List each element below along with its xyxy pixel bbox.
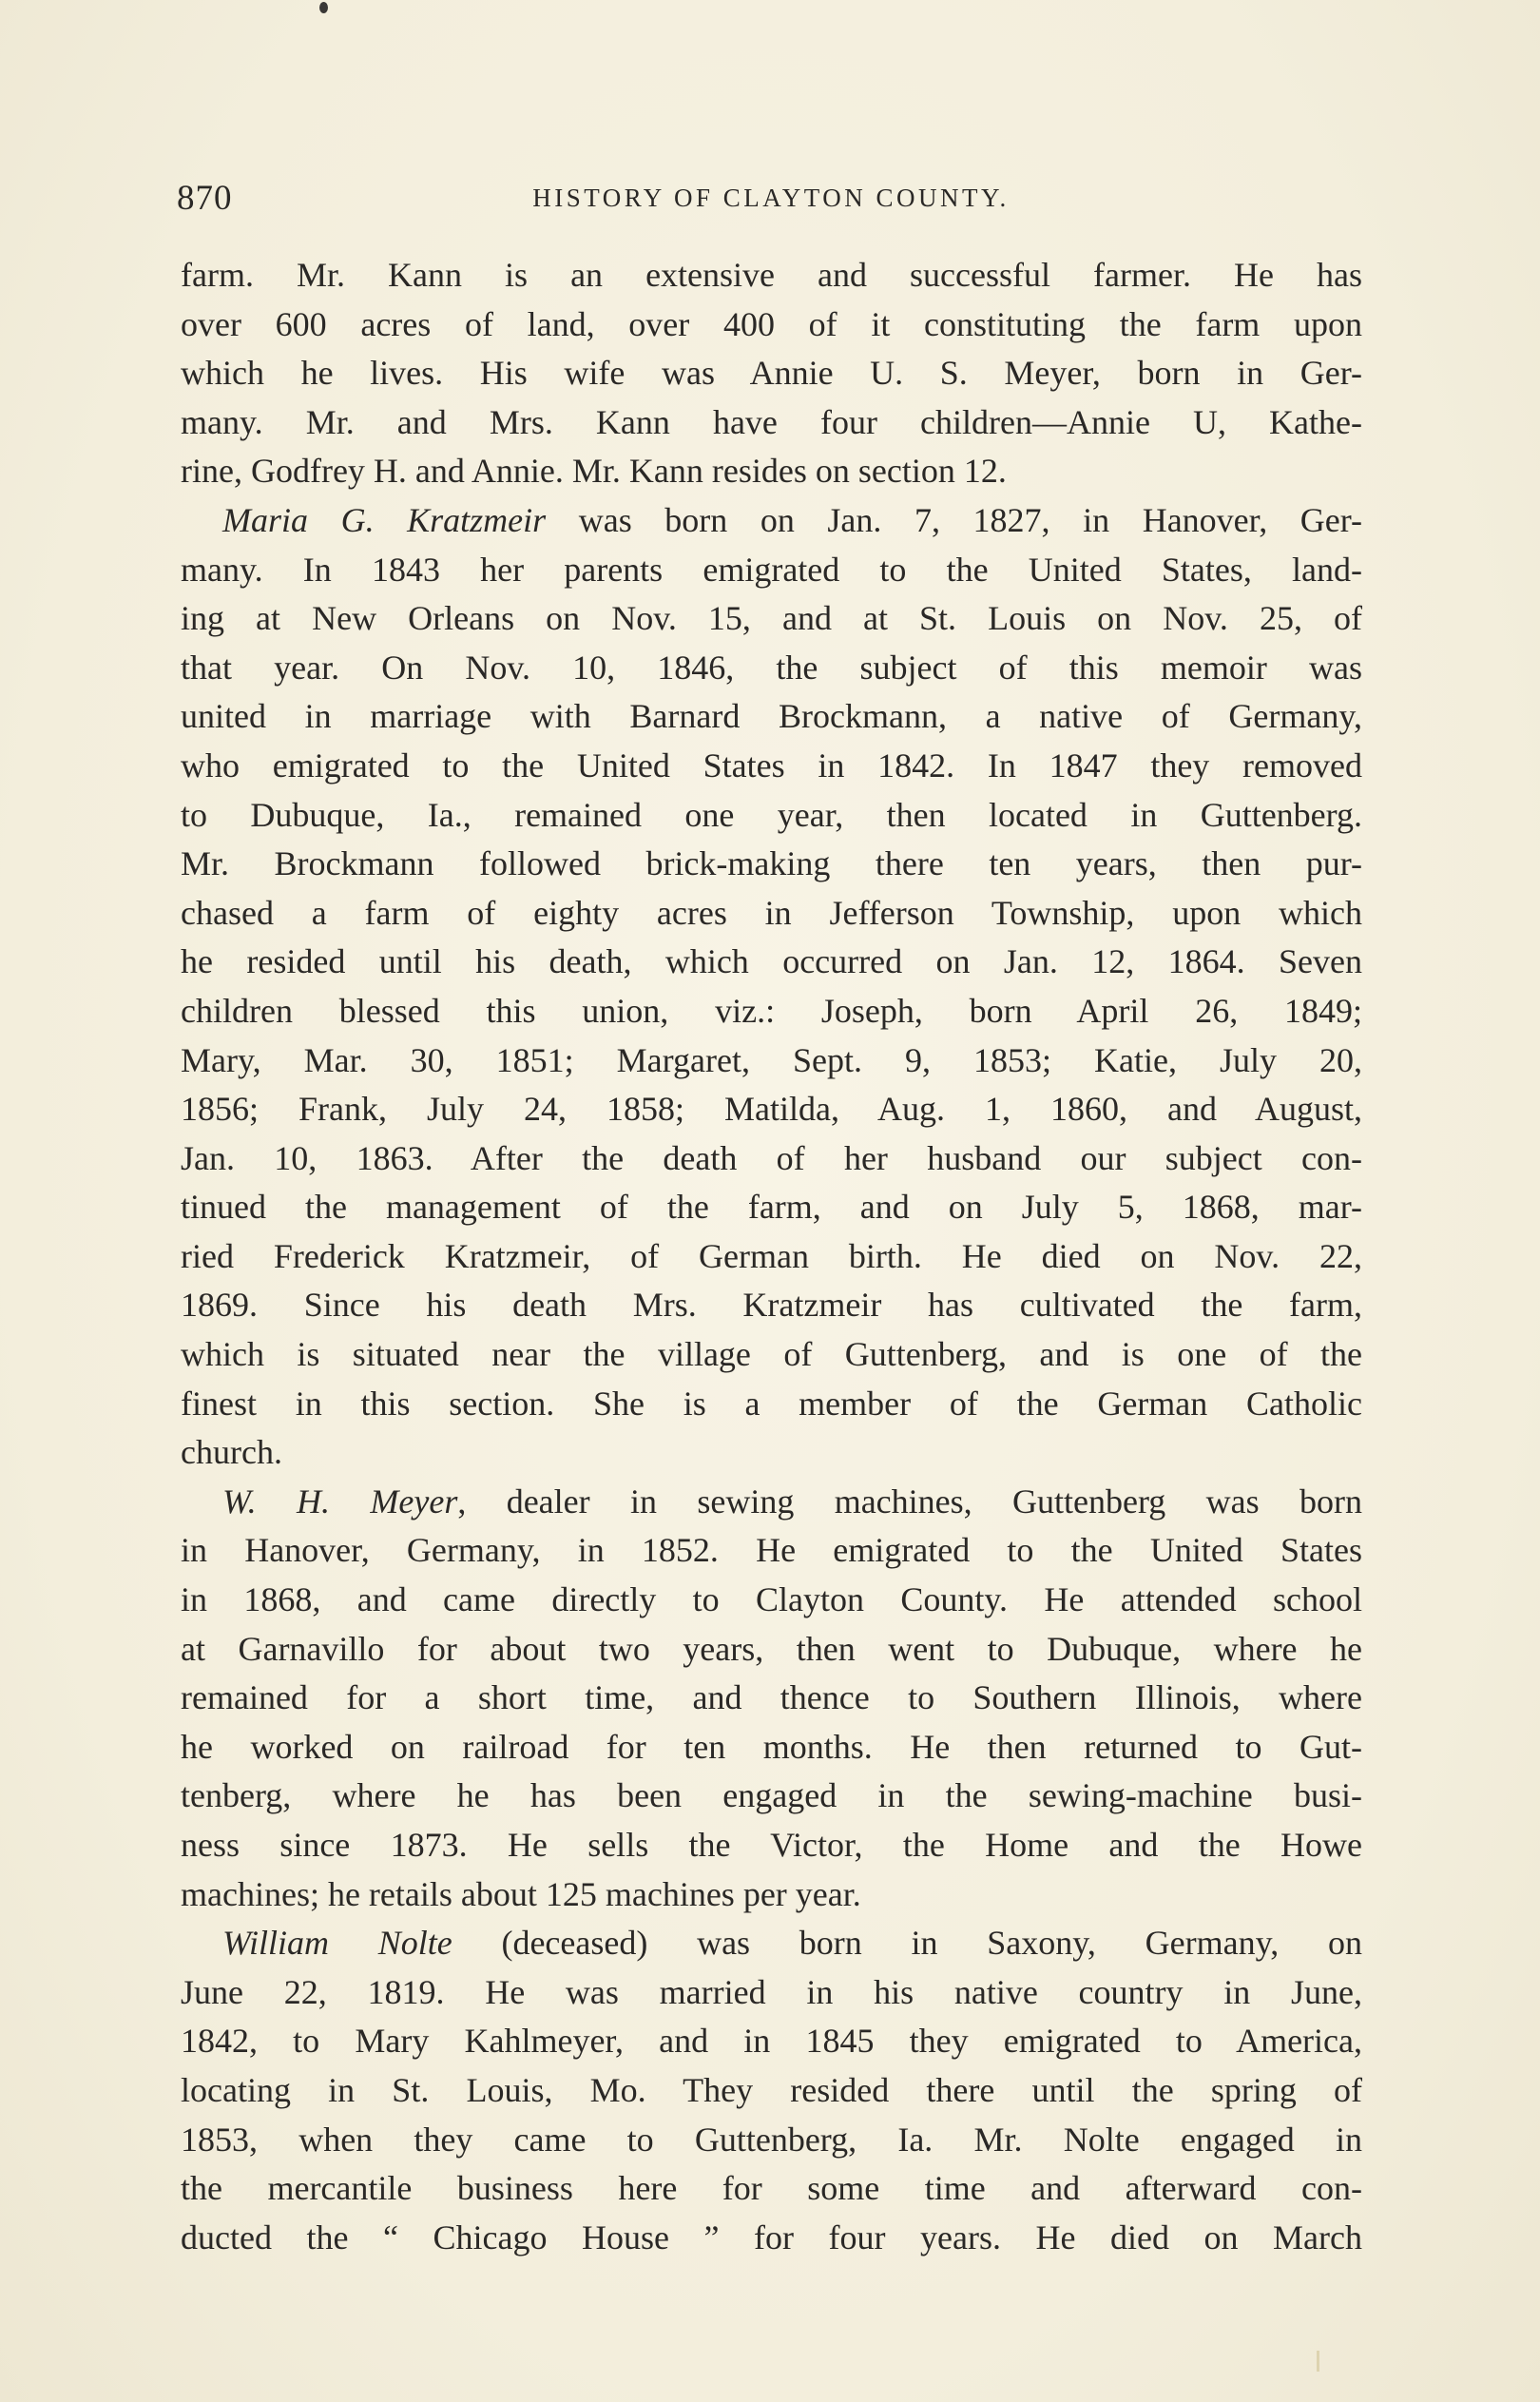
text-line: [181, 1428, 1362, 1478]
text-line: [181, 1870, 1362, 1920]
line-text: 1869. Since his death Mrs. Kratzmeir has cultivated the farm,: [181, 1286, 1362, 1325]
text-line: [181, 300, 1362, 350]
line-text: rine, Godfrey H. and Annie. Mr. Kann resides on section 12.: [181, 452, 1007, 491]
text-line: [181, 1183, 1362, 1232]
text-line: [181, 1380, 1362, 1429]
line-text: he resided until his death, which occurred on Jan. 12, 1864. Seven: [181, 942, 1362, 981]
text-line: [181, 594, 1362, 644]
line-text: in Hanover, Germany, in 1852. He emigrated to the United States: [181, 1531, 1362, 1570]
ink-speck: [319, 2, 328, 13]
line-text: ducted the “ Chicago House ” for four years. He died on March: [181, 2218, 1362, 2257]
line-text: chased a farm of eighty acres in Jefferson Township, upon which: [181, 893, 1362, 932]
text-line: [181, 1232, 1362, 1282]
line-text: machines; he retails about 125 machines per year.: [181, 1874, 861, 1913]
line-text: ing at New Orleans on Nov. 15, and at St. Louis on Nov. 25, of: [181, 599, 1362, 638]
line-text: , dealer in sewing machines, Guttenberg was born: [457, 1482, 1362, 1521]
subject-name: William Nolte: [222, 1924, 452, 1963]
line-text: over 600 acres of land, over 400 of it constituting the farm upon: [181, 304, 1362, 343]
text-line: [181, 840, 1362, 889]
subject-name: Maria G. Kratzmeir: [222, 500, 547, 539]
line-text: many. In 1843 her parents emigrated to the United States, land-: [181, 550, 1362, 589]
line-text: tenberg, where he has been engaged in the sewing-machine busi-: [181, 1776, 1362, 1815]
text-line: [181, 1772, 1362, 1821]
text-line: [181, 2017, 1362, 2066]
text-line: [181, 1281, 1362, 1330]
text-line: [181, 349, 1362, 398]
text-line: [181, 398, 1362, 448]
text-line: [181, 2214, 1362, 2263]
line-text: 1842, to Mary Kahlmeyer, and in 1845 they emigrated to America,: [181, 2022, 1362, 2061]
line-text: which he lives. His wife was Annie U. S. Meyer, born in Ger-: [181, 354, 1362, 393]
paragraph-first-line: [181, 1919, 1362, 1968]
line-text: Jan. 10, 1863. After the death of her husband our subject con-: [181, 1138, 1362, 1177]
line-text: 1856; Frank, July 24, 1858; Matilda, Aug. 1, 1860, and August,: [181, 1090, 1362, 1129]
running-title: HISTORY OF CLAYTON COUNTY.: [532, 184, 1010, 212]
line-text: finest in this section. She is a member of the German Catholic: [181, 1384, 1362, 1423]
text-line: [181, 742, 1362, 791]
text-line: [181, 692, 1362, 742]
text-line: [181, 644, 1362, 693]
text-line: [181, 1526, 1362, 1576]
line-text: who emigrated to the United States in 1842. In 1847 they removed: [181, 746, 1362, 785]
line-text: ness since 1873. He sells the Victor, the Home and the Howe: [181, 1826, 1362, 1864]
text-line: [181, 1723, 1362, 1772]
text-line: [181, 251, 1362, 300]
text-line: [181, 2066, 1362, 2116]
line-text: (deceased) was born in Saxony, Germany, on: [452, 1924, 1362, 1963]
line-text: children blessed this union, viz.: Joseph, born April 26, 1849;: [181, 991, 1362, 1030]
paragraph-first-line: [181, 1478, 1362, 1527]
line-text: united in marriage with Barnard Brockmann, a native of Germany,: [181, 697, 1362, 736]
text-line: [181, 2164, 1362, 2214]
text-line: [181, 447, 1362, 496]
text-line: [181, 791, 1362, 841]
line-text: to Dubuque, Ia., remained one year, then located in Guttenberg.: [181, 795, 1362, 834]
text-line: [181, 1576, 1362, 1625]
text-line: [181, 1330, 1362, 1380]
line-text: that year. On Nov. 10, 1846, the subject of this memoir was: [181, 648, 1362, 687]
line-text: ried Frederick Kratzmeir, of German birth. He died on Nov. 22,: [181, 1236, 1362, 1275]
line-text: in 1868, and came directly to Clayton County. He attended school: [181, 1580, 1362, 1619]
text-line: [181, 1674, 1362, 1723]
text-line: [181, 2116, 1362, 2165]
page-header: [177, 178, 1365, 216]
line-text: farm. Mr. Kann is an extensive and successful farmer. He has: [181, 256, 1362, 294]
subject-name: W. H. Meyer: [222, 1482, 458, 1521]
text-line: [181, 1036, 1362, 1086]
text-line: [181, 1134, 1362, 1184]
paragraph-first-line: [181, 496, 1362, 546]
line-text: church.: [181, 1433, 282, 1472]
line-text: he worked on railroad for ten months. He then returned to Gut-: [181, 1727, 1362, 1766]
line-text: Mary, Mar. 30, 1851; Margaret, Sept. 9, 1853; Katie, July 20,: [181, 1040, 1362, 1079]
line-text: June 22, 1819. He was married in his native country in June,: [181, 1972, 1362, 2011]
line-text: Mr. Brockmann followed brick-making there ten years, then pur-: [181, 844, 1362, 883]
text-line: [181, 1085, 1362, 1134]
line-text: was born on Jan. 7, 1827, in Hanover, Ger-: [546, 500, 1362, 539]
page-number: 870: [177, 179, 233, 218]
text-line: [181, 546, 1362, 595]
text-line: [181, 889, 1362, 939]
text-line: [181, 1821, 1362, 1870]
line-text: locating in St. Louis, Mo. They resided there until the spring of: [181, 2070, 1362, 2109]
line-text: remained for a short time, and thence to Southern Illinois, where: [181, 1678, 1362, 1717]
line-text: many. Mr. and Mrs. Kann have four children—Annie U, Kathe-: [181, 402, 1362, 441]
line-text: 1853, when they came to Guttenberg, Ia. Mr. Nolte engaged in: [181, 2120, 1362, 2159]
line-text: at Garnavillo for about two years, then went to Dubuque, where he: [181, 1629, 1362, 1668]
line-text: tinued the management of the farm, and on July 5, 1868, mar-: [181, 1188, 1362, 1227]
line-text: the mercantile business here for some time and afterward con-: [181, 2169, 1362, 2208]
text-line: [181, 938, 1362, 987]
line-text: which is situated near the village of Guttenberg, and is one of the: [181, 1335, 1362, 1374]
text-line: [181, 1625, 1362, 1675]
text-line: [181, 987, 1362, 1036]
body-text: [181, 251, 1362, 2262]
paper-mark: [1317, 2351, 1319, 2372]
text-line: [181, 1968, 1362, 2018]
